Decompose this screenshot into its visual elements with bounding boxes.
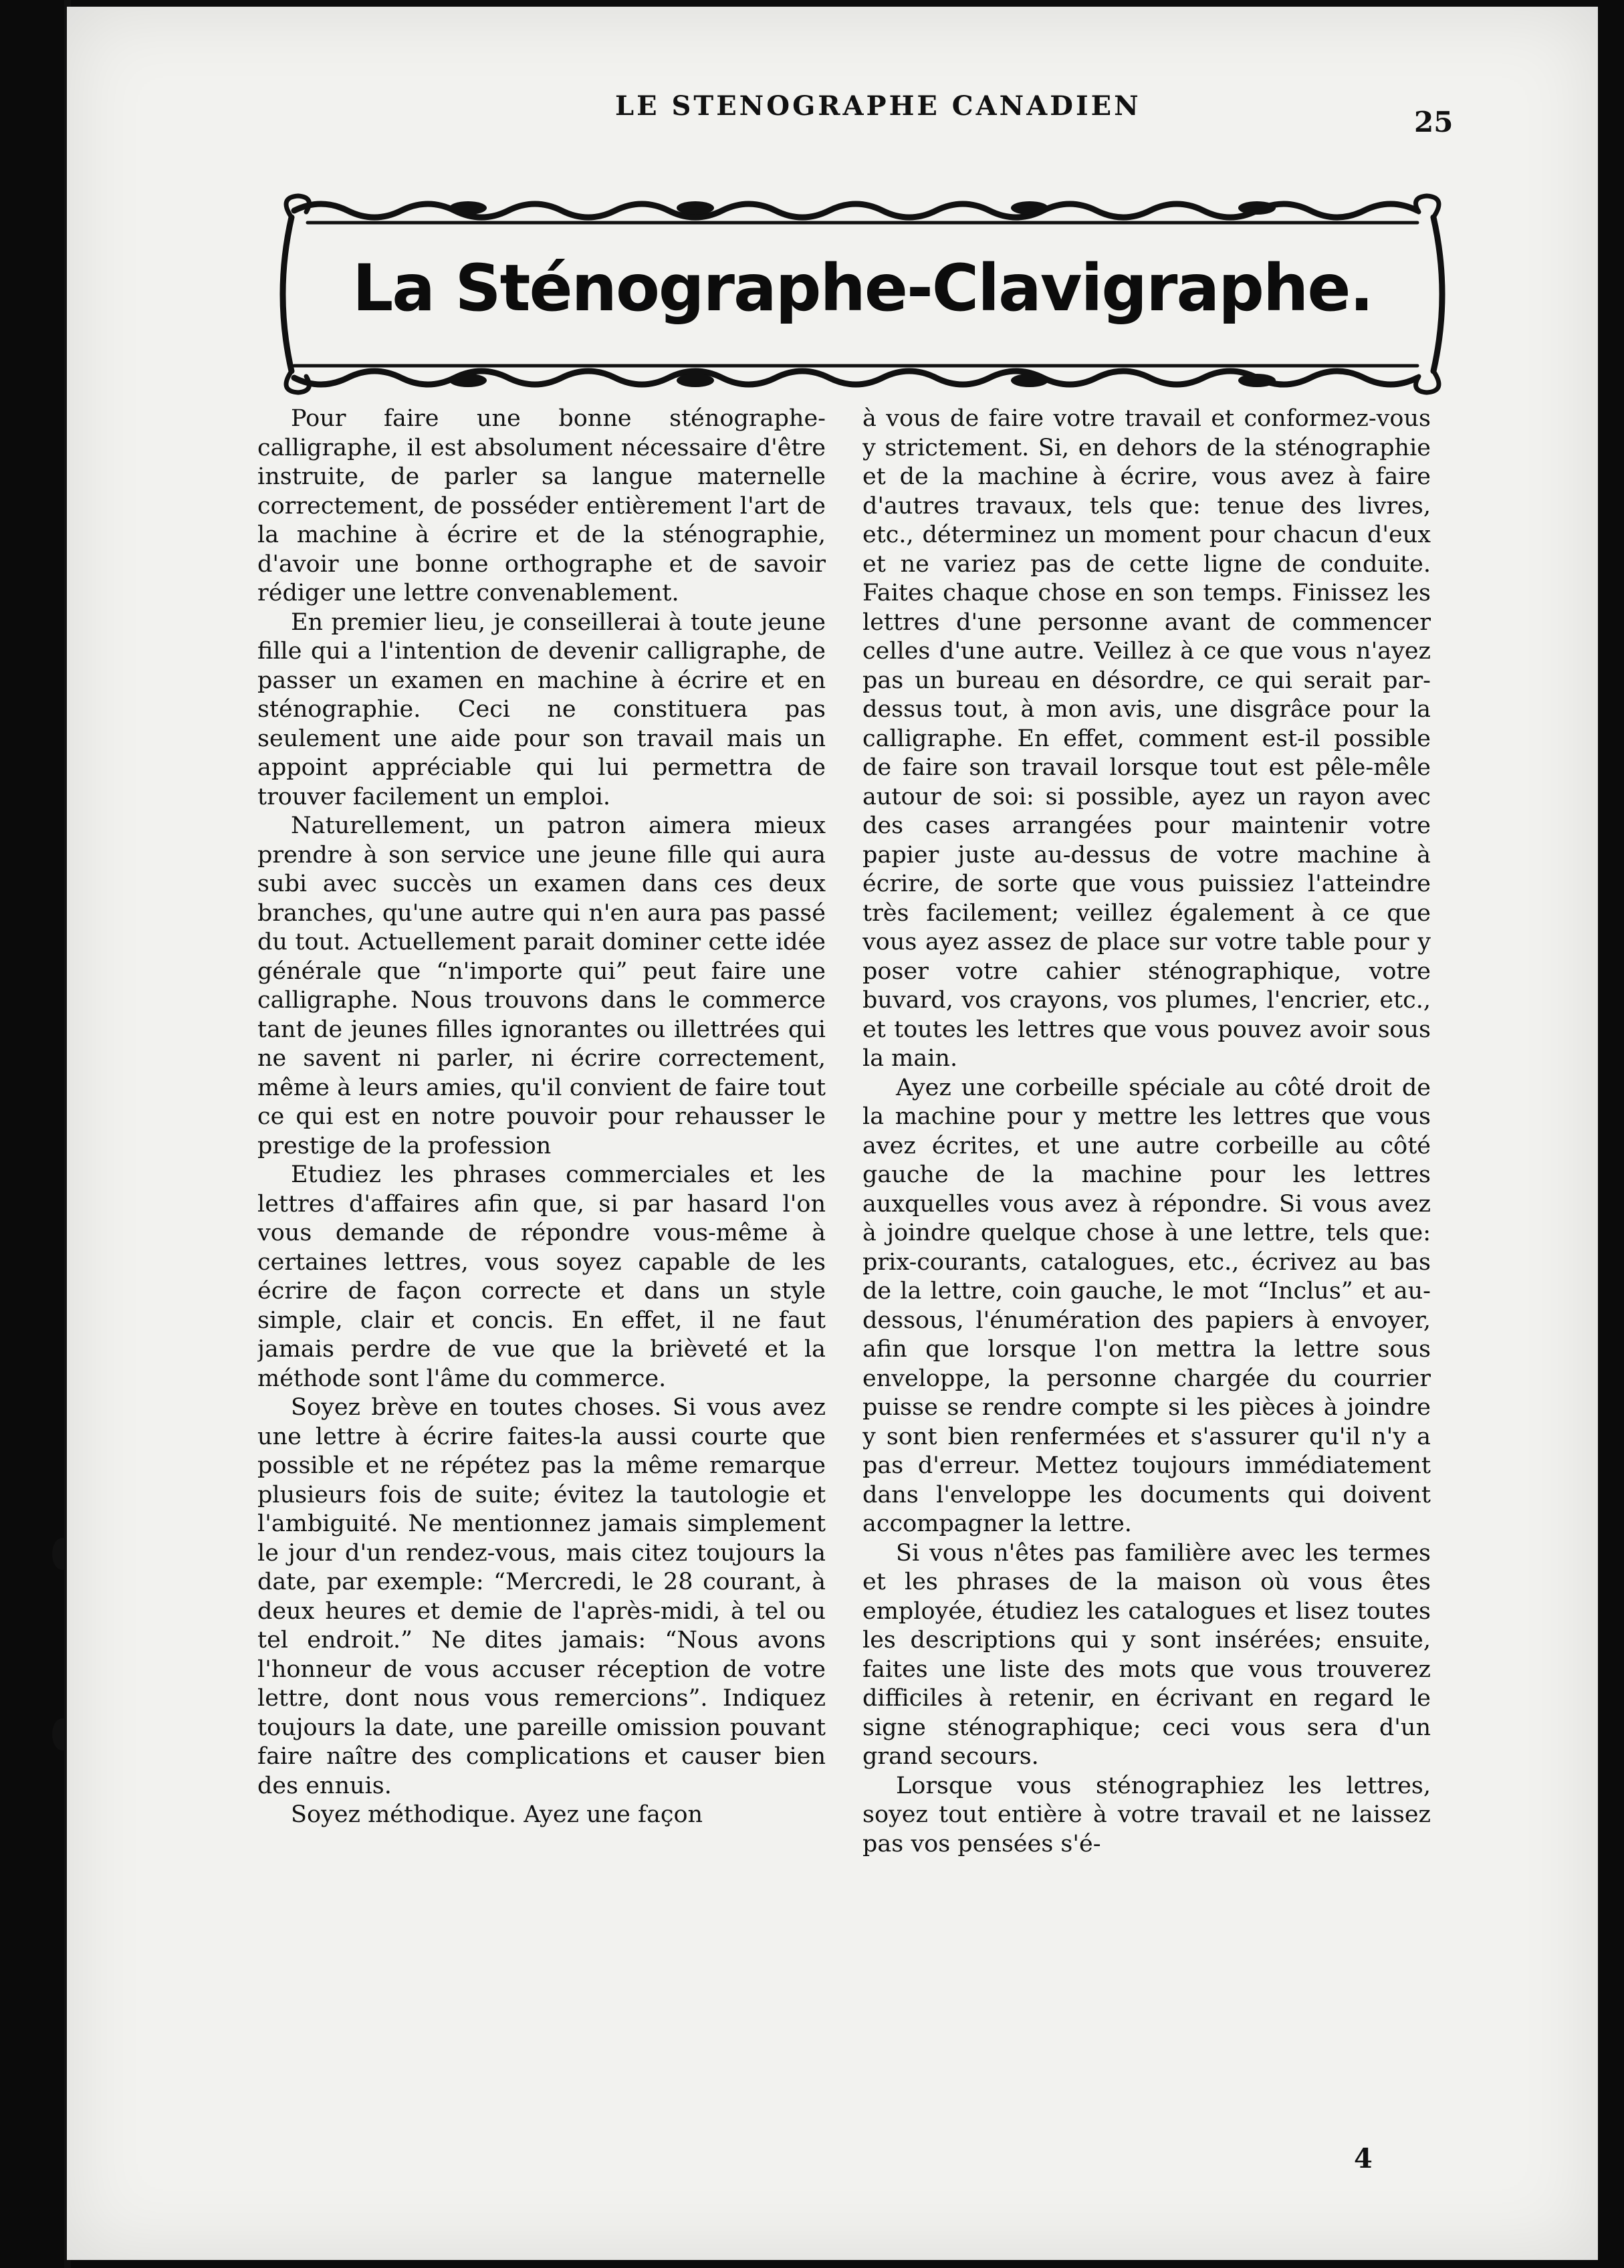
running-header: LE STENOGRAPHE CANADIEN — [615, 90, 1141, 122]
text-column-right — [862, 405, 1431, 2116]
paragraph: Soyez brève en toutes choses. Si vous avez une lettre à écrire faites-la aussi courte que possible et ne répétez pas la même remarque plusieurs fois de suite; évitez la tautologie et l'ambiguité. Ne mentionnez jamais simplement le jour d'un rendez-vous, mais citez toujours la date, par exemple: “Mercredi, le 28 courant, à deux heures et demie de l'après-midi, à tel ou tel endroit.” Ne dites jamais: “Nous avons l'honneur de vous accuser réception de votre lettre, dont nous vous remercions”. Indiquez toujours la date, une pareille omission pouvant faire naître des complications et causer bien des ennuis. — [257, 1394, 826, 1799]
paragraph: En premier lieu, je conseillerai à toute jeune fille qui a l'intention de devenir calligraphe, de passer un examen en machine à écrire et en sténographie. Ceci ne constituera pas seulement une aide pour son travail mais un appoint appréciable qui lui permettra de trouver facilement un emploi. — [257, 608, 826, 810]
paragraph: Ayez une corbeille spéciale au côté droit de la machine pour y mettre les lettres que vous avez écrites, et une autre corbeille au côté gauche de la machine pour les lettres auxquelles vous avez à répondre. Si vous avez à joindre quelque chose à une lettre, tels que: prix-courants, catalogues, etc., écrivez au bas de la lettre, coin gauche, le mot “Inclus” et au-dessous, l'énumération des papiers à envoyer, afin que lorsque l'on mettra la lettre sous enveloppe, la personne chargée du courrier puisse se rendre compte si les pièces à joindre y sont bien renfermées et s'assurer qu'il n'y a pas d'erreur. Mettez toujours immédiatement dans l'enveloppe les documents qui doivent accompagner la lettre. — [862, 1074, 1431, 1537]
paragraph: Soyez méthodique. Ayez une façon — [291, 1801, 703, 1828]
paragraph: à vous de faire votre travail et conformez-vous y strictement. Si, en dehors de la sténographie et de la machine à écrire, vous avez à faire d'autres travaux, tels que: tenue des livres, etc., déterminez un moment pour chacun d'eux et ne variez pas de cette ligne de conduite. Faites chaque chose en son temps. Finissez les lettres d'une personne avant de commencer celles d'une autre. Veillez à ce que vous n'ayez pas un bureau en désordre, ce qui serait par-dessus tout, à mon avis, une disgrâce pour la calligraphe. En effet, comment est-il possible de faire son travail lorsque tout est pêle-mêle autour de soi: si possible, ayez un rayon avec des cases arrangées pour maintenir votre papier juste au-dessus de votre machine à écrire, de sorte que vous puissiez l'atteindre très facilement; veillez également à ce que vous ayez assez de place sur votre table pour y poser votre cahier sténographique, votre buvard, vos crayons, vos plumes, l'encrier, etc., et toutes les lettres que vous pouvez avoir sous la main. — [862, 405, 1431, 1072]
paragraph: Etudiez les phrases commerciales et les lettres d'affaires afin que, si par hasard l'on vous demande de répondre vous-même à certaines lettres, vous soyez capable de les écrire de façon correcte et dans un style simple, clair et concis. En effet, il ne faut jamais perdre de vue que la brièveté et la méthode sont l'âme du commerce. — [257, 1161, 826, 1392]
paragraph: Naturellement, un patron aimera mieux prendre à son service une jeune fille qui aura subi avec succès un examen dans ces deux branches, qu'une autre qui n'en aura pas passé du tout. Actuellement parait dominer cette idée générale que “n'importe qui” peut faire une calligraphe. Nous trouvons dans le commerce tant de jeunes filles ignorantes ou illettrées qui ne savent ni parler, ni écrire correctement, même à leurs amies, qu'il convient de faire tout ce qui est en notre pouvoir pour rehausser le prestige de la profession — [257, 812, 826, 1159]
signature-mark: 4 — [1354, 2143, 1373, 2174]
text-column-left — [257, 405, 826, 2116]
article-title: La Sténographe-Clavigraphe. — [352, 251, 1373, 326]
paragraph: Lorsque vous sténographiez les lettres, soyez tout entière à votre travail et ne laissez pas vos pensées s'é- — [862, 1772, 1431, 1857]
page-number: 25 — [1414, 106, 1454, 138]
paragraph: Si vous n'êtes pas familière avec les termes et les phrases de la maison où vous êtes employée, étudiez les catalogues et lisez toutes les descriptions qui y sont insérées; ensuite, faites une liste des mots que vous trouverez difficiles à retenir, en écrivant en regard le signe sténographique; ceci vous sera d'un grand secours. — [862, 1539, 1431, 1770]
paragraph: Pour faire une bonne sténographe-calligraphe, il est absolument nécessaire d'être instruite, de parler sa langue maternelle correctement, de posséder entièrement l'art de la machine à écrire et de la sténographie, d'avoir une bonne orthographe et de savoir rédiger une lettre convenablement. — [257, 405, 826, 606]
